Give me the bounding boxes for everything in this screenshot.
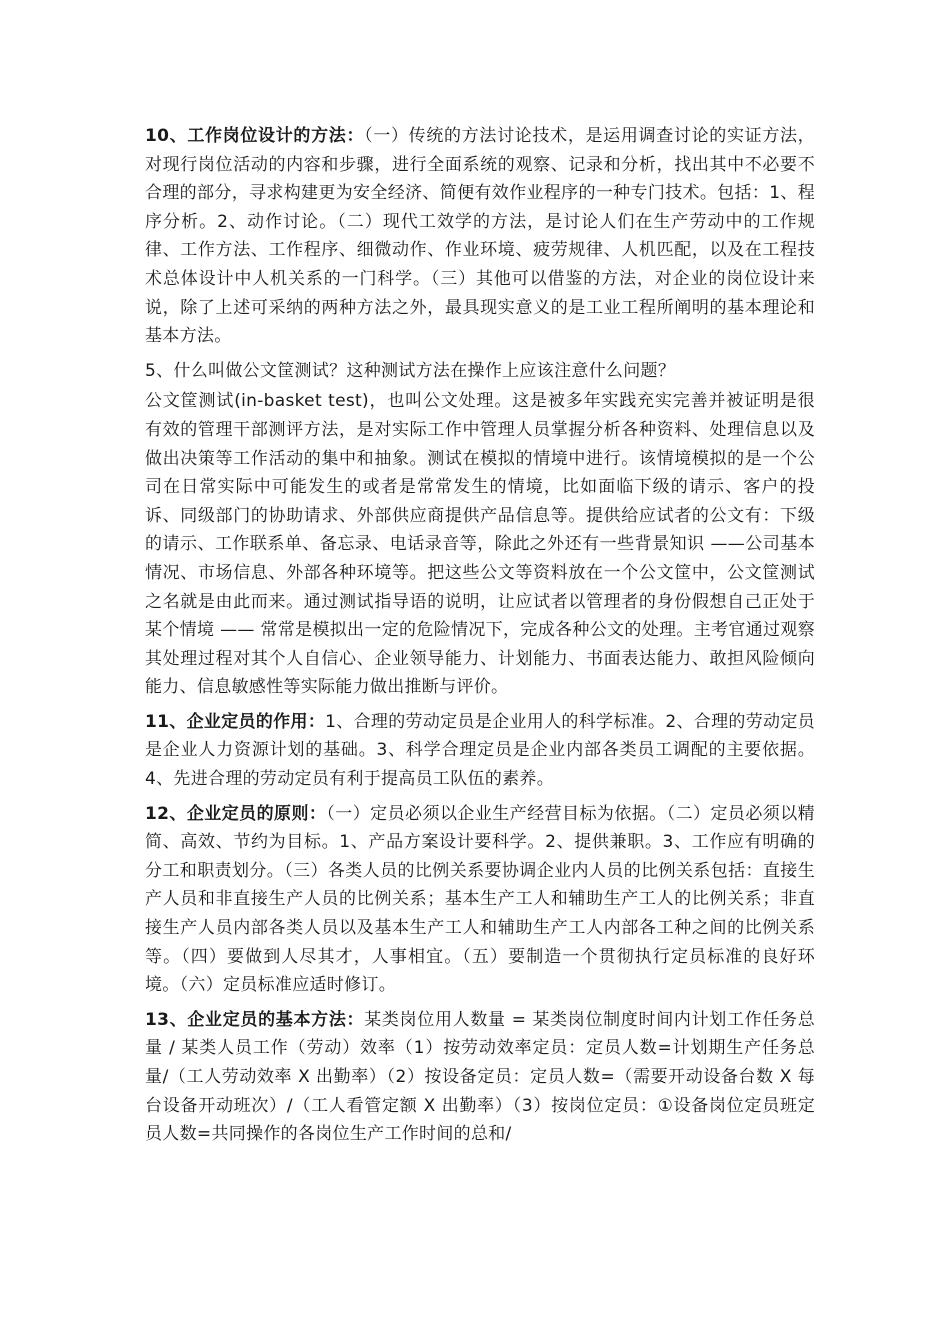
paragraph-inbasket-question xyxy=(145,357,815,386)
document-body xyxy=(145,122,815,1155)
paragraph-heading: 13、企业定员的基本方法： xyxy=(145,1009,365,1030)
paragraph-staffing-role xyxy=(145,708,815,794)
paragraph-text: 公文筐测试(in-basket test)，也叫公文处理。这是被多年实践充实完善并被证明是很有效的管理干部测评方法，是对实际工作中管理人员掌握分析各种资料、处理信息以及做出决策等工作活动的集中和抽象。测试在模拟的情境中进行。该情境模拟的是一个公司在日常实际中可能发生的或者是常常发生的情境，比如面临下级的请示、客户的投诉、同级部门的协助请求、外部供应商提供产品信息等。提供给应试者的公文有：下级的请示、工作联系单、备忘录、电话录音等，除此之外还有一些背景知识 ——公司基本情况、市场信息、外部各种环境等。把这些公文等资料放在一个公文筐中，公文筐测试之名就是由此而来。通过测试指导语的说明，让应试者以管理者的身份假想自己正处于某个情境 —— 常常是模拟出一定的危险情况下，完成各种公文的处理。主考官通过观察其处理过程对其个人自信心、企业领导能力、计划能力、书面表达能力、敢担风险倾向能力、信息敏感性等实际能力做出推断与评价。 xyxy=(145,391,815,698)
paragraph-text: 1、合理的劳动定员是企业用人的科学标准。2、合理的劳动定员是企业人力资源计划的基础。3、科学合理定员是企业内部各类员工调配的主要依据。4、先进合理的劳动定员有利于提高员工队伍的素养。 xyxy=(145,711,815,790)
paragraph-text: （一）定员必须以企业生产经营目标为依据。（二）定员必须以精简、高效、节约为目标。1、产品方案设计要科学。2、提供兼职。3、工作应有明确的分工和职责划分。（三）各类人员的比例关系要协调企业内人员的比例关系包括：直接生产人员和非直接生产人员的比例关系；基本生产工人和辅助生产工人的比例关系；非直接生产人员内部各类人员以及基本生产工人和辅助生产工人内部各工种之间的比例关系等。（四）要做到人尽其才，人事相宜。（五）要制造一个贯彻执行定员标准的良好环境。（六）定员标准应适时修订。 xyxy=(145,803,815,996)
paragraph-text: 某类岗位用人数量 = 某类岗位制度时间内计划工作任务总量 / 某类人员工作（劳动）效率（1）按劳动效率定员：定员人数=计划期生产任务总量/（工人劳动效率 X 出勤率）（2）按设备定员：定员人数=（需要开动设备台数 X 每台设备开动班次）/（工人看管定额 X 出勤率）（3）按岗位定员：①设备岗位定员班定员人数=共同操作的各岗位生产工作时间的总和/ xyxy=(145,1009,816,1145)
paragraph-staffing-principles xyxy=(145,800,815,1000)
paragraph-heading: 10、工作岗位设计的方法： xyxy=(145,126,365,146)
paragraph-staffing-methods xyxy=(145,1006,815,1149)
paragraph-job-design-methods xyxy=(145,122,815,351)
paragraph-text: （一）传统的方法讨论技术，是运用调查讨论的实证方法，对现行岗位活动的内容和步骤，进行全面系统的观察、记录和分析，找出其中不必要不合理的部分，寻求构建更为安全经济、简便有效作业程序的一种专门技术。包括：1、程序分析。2、动作讨论。（二）现代工效学的方法，是讨论人们在生产劳动中的工作规律、工作方法、工作程序、细微动作、作业环境、疲劳规律、人机匹配，以及在工程技术总体设计中人机关系的一门科学。（三）其他可以借鉴的方法，对企业的岗位设计来说，除了上述可采纳的两种方法之外，最具现实意义的是工业工程所阐明的基本理论和基本方法。 xyxy=(145,126,815,347)
paragraph-text: 5、什么叫做公文筐测试？这种测试方法在操作上应该注意什么问题？ xyxy=(145,360,676,381)
paragraph-inbasket-answer xyxy=(145,387,815,702)
paragraph-heading: 11、企业定员的作用： xyxy=(145,711,326,732)
paragraph-heading: 12、企业定员的原则： xyxy=(145,803,327,824)
